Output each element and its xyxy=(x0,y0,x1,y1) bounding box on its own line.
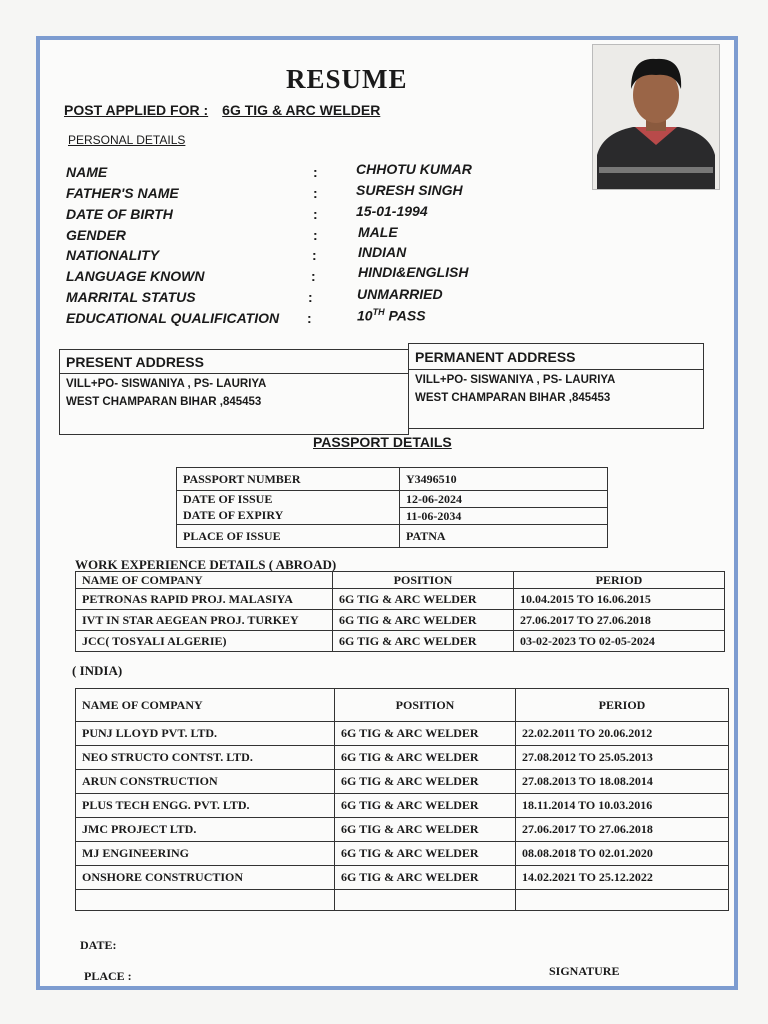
post-applied xyxy=(64,102,380,118)
column-header: PERIOD xyxy=(514,572,725,589)
pd-colon: : xyxy=(313,227,318,243)
table-row xyxy=(177,491,608,508)
passport-label: PLACE OF ISSUE xyxy=(177,525,400,548)
period-cell: 27.08.2013 TO 18.08.2014 xyxy=(516,770,729,794)
passport-table xyxy=(176,467,608,548)
period-cell: 27.06.2017 TO 27.06.2018 xyxy=(514,610,725,631)
footer-date: DATE: xyxy=(80,938,117,952)
present-address-line1: VILL+PO- SISWANIYA , PS- LAURIYA xyxy=(66,378,267,390)
present-address-box xyxy=(59,349,409,435)
company-cell: ARUN CONSTRUCTION xyxy=(76,770,335,794)
india-table xyxy=(75,688,729,911)
period-cell: 18.11.2014 TO 10.03.2016 xyxy=(516,794,729,818)
post-applied-value: 6G TIG & ARC WELDER xyxy=(222,102,381,118)
position-cell: 6G TIG & ARC WELDER xyxy=(335,866,516,890)
present-address-heading: PRESENT ADDRESS xyxy=(66,354,204,370)
pd-colon: : xyxy=(312,247,317,263)
india-heading: ( INDIA) xyxy=(72,663,123,678)
abroad-table xyxy=(75,571,725,652)
pd-colon: : xyxy=(308,289,313,305)
period-cell: 22.02.2011 TO 20.06.2012 xyxy=(516,722,729,746)
table-row xyxy=(76,631,725,652)
abroad-heading: WORK EXPERIENCE DETAILS ( ABROAD) xyxy=(75,557,337,572)
passport-label: DATE OF ISSUE xyxy=(177,491,400,508)
pd-label-father: FATHER'S NAME xyxy=(66,185,179,201)
period-cell: 14.02.2021 TO 25.12.2022 xyxy=(516,866,729,890)
table-row xyxy=(177,468,608,491)
permanent-address-line2: WEST CHAMPARAN BIHAR ,845453 xyxy=(415,392,611,404)
pd-value-education: 10TH PASS xyxy=(357,307,426,324)
pd-label-gender: GENDER xyxy=(66,227,126,243)
position-cell: 6G TIG & ARC WELDER xyxy=(335,746,516,770)
table-row xyxy=(76,794,729,818)
personal-details-heading: PERSONAL DETAILS xyxy=(68,133,186,147)
pd-value-name: CHHOTU KUMAR xyxy=(356,161,472,177)
pd-colon: : xyxy=(311,268,316,284)
pd-value-gender: MALE xyxy=(358,224,398,240)
period-cell: 27.08.2012 TO 25.05.2013 xyxy=(516,746,729,770)
table-row-empty xyxy=(76,890,729,911)
position-cell: 6G TIG & ARC WELDER xyxy=(333,589,514,610)
empty-cell xyxy=(76,890,335,911)
table-header-row xyxy=(76,689,729,722)
position-cell: 6G TIG & ARC WELDER xyxy=(335,818,516,842)
passport-value: 11-06-2034 xyxy=(400,508,608,525)
position-cell: 6G TIG & ARC WELDER xyxy=(335,794,516,818)
table-row xyxy=(177,508,608,525)
empty-cell xyxy=(516,890,729,911)
company-cell: PLUS TECH ENGG. PVT. LTD. xyxy=(76,794,335,818)
table-row xyxy=(76,589,725,610)
pd-value-nationality: INDIAN xyxy=(358,244,407,260)
column-header: POSITION xyxy=(333,572,514,589)
empty-cell xyxy=(335,890,516,911)
pd-label-name: NAME xyxy=(66,164,108,180)
table-row xyxy=(76,842,729,866)
column-header: NAME OF COMPANY xyxy=(76,572,333,589)
pd-label-dob: DATE OF BIRTH xyxy=(66,206,173,222)
pd-colon: : xyxy=(313,185,318,201)
pd-value-language: HINDI&ENGLISH xyxy=(358,264,469,280)
applicant-photo xyxy=(592,44,720,190)
passport-label: DATE OF EXPIRY xyxy=(177,508,400,525)
company-cell: PETRONAS RAPID PROJ. MALASIYA xyxy=(76,589,333,610)
table-row xyxy=(76,866,729,890)
permanent-address-heading: PERMANENT ADDRESS xyxy=(415,349,576,365)
passport-heading: PASSPORT DETAILS xyxy=(313,434,452,450)
company-cell: IVT IN STAR AEGEAN PROJ. TURKEY xyxy=(76,610,333,631)
pd-value-marital: UNMARRIED xyxy=(357,286,443,302)
passport-value: 12-06-2024 xyxy=(400,491,608,508)
table-row xyxy=(76,746,729,770)
column-header: PERIOD xyxy=(516,689,729,722)
table-row xyxy=(76,818,729,842)
permanent-address-box xyxy=(408,343,704,429)
company-cell: ONSHORE CONSTRUCTION xyxy=(76,866,335,890)
passport-value: PATNA xyxy=(400,525,608,548)
post-applied-label: POST APPLIED FOR : xyxy=(64,102,209,118)
permanent-address-line1: VILL+PO- SISWANIYA , PS- LAURIYA xyxy=(415,374,616,386)
table-row xyxy=(76,770,729,794)
pd-label-marital: MARRITAL STATUS xyxy=(66,289,196,305)
footer-place: PLACE : xyxy=(84,969,132,983)
company-cell: NEO STRUCTO CONTST. LTD. xyxy=(76,746,335,770)
position-cell: 6G TIG & ARC WELDER xyxy=(335,722,516,746)
table-row xyxy=(76,610,725,631)
pd-value-dob: 15-01-1994 xyxy=(356,203,428,219)
pd-colon: : xyxy=(313,206,318,222)
period-cell: 08.08.2018 TO 02.01.2020 xyxy=(516,842,729,866)
pd-label-nationality: NATIONALITY xyxy=(66,247,160,263)
company-cell: PUNJ LLOYD PVT. LTD. xyxy=(76,722,335,746)
column-header: POSITION xyxy=(335,689,516,722)
company-cell: JMC PROJECT LTD. xyxy=(76,818,335,842)
footer-signature: SIGNATURE xyxy=(549,964,620,978)
resume-title: RESUME xyxy=(286,64,408,94)
position-cell: 6G TIG & ARC WELDER xyxy=(333,610,514,631)
period-cell: 10.04.2015 TO 16.06.2015 xyxy=(514,589,725,610)
position-cell: 6G TIG & ARC WELDER xyxy=(333,631,514,652)
position-cell: 6G TIG & ARC WELDER xyxy=(335,770,516,794)
company-cell: MJ ENGINEERING xyxy=(76,842,335,866)
present-address-line2: WEST CHAMPARAN BIHAR ,845453 xyxy=(66,396,262,408)
company-cell: JCC( TOSYALI ALGERIE) xyxy=(76,631,333,652)
pd-colon: : xyxy=(313,164,318,180)
table-header-row xyxy=(76,572,725,589)
passport-label: PASSPORT NUMBER xyxy=(177,468,400,491)
pd-value-father: SURESH SINGH xyxy=(356,182,463,198)
pd-label-language: LANGUAGE KNOWN xyxy=(66,268,205,284)
pd-label-education: EDUCATIONAL QUALIFICATION xyxy=(66,310,280,326)
period-cell: 03-02-2023 TO 02-05-2024 xyxy=(514,631,725,652)
column-header: NAME OF COMPANY xyxy=(76,689,335,722)
table-row xyxy=(177,525,608,548)
table-row xyxy=(76,722,729,746)
passport-value: Y3496510 xyxy=(400,468,608,491)
period-cell: 27.06.2017 TO 27.06.2018 xyxy=(516,818,729,842)
pd-colon: : xyxy=(307,310,312,326)
position-cell: 6G TIG & ARC WELDER xyxy=(335,842,516,866)
